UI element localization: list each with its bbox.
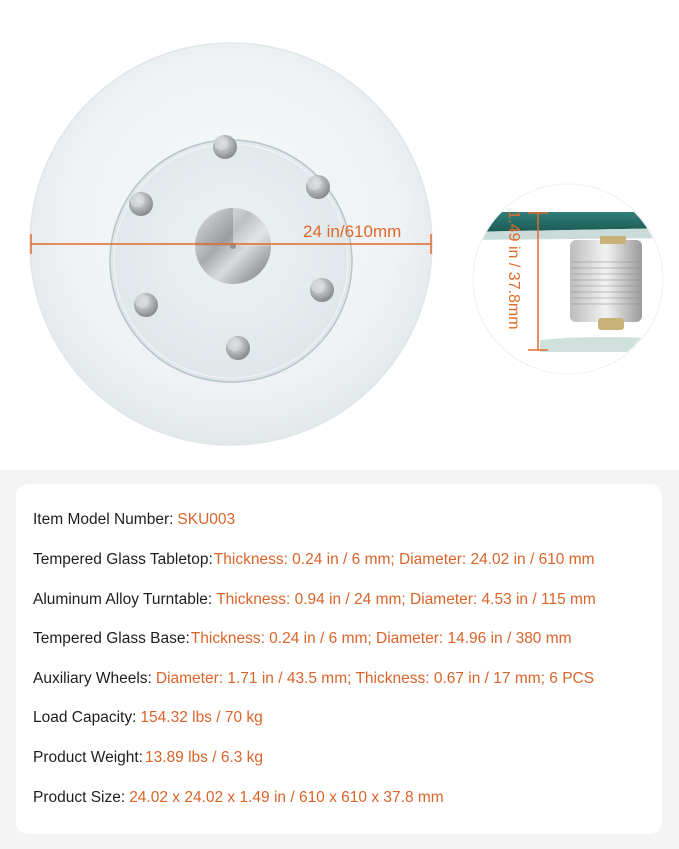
spec-value: 24.02 x 24.02 x 1.49 in / 610 x 610 x 37.8 mm [129,789,444,806]
spec-label: Tempered Glass Tabletop: [33,551,213,568]
wheel-2 [306,175,330,199]
spec-label: Load Capacity: [33,709,137,726]
diameter-label: 24 in/610mm [303,222,402,241]
spec-label: Product Size: [33,789,126,806]
spec-row-tabletop [33,550,595,570]
spec-row-load-capacity [33,708,263,728]
spec-label: Product Weight: [33,749,143,766]
wheel-6 [226,336,250,360]
specifications-card [16,484,662,834]
aluminum-turntable [195,208,271,284]
wheel-4 [134,293,158,317]
spec-value: 154.32 lbs / 70 kg [140,709,263,726]
spec-row-wheels [33,669,594,689]
wheel-3 [129,192,153,216]
wheel-5 [310,278,334,302]
spec-label: Auxiliary Wheels: [33,670,152,687]
spec-label: Tempered Glass Base: [33,630,190,647]
spec-value: SKU003 [177,511,236,528]
spec-value: Diameter: 1.71 in / 43.5 mm; Thickness: 0.67 in / 17 mm; 6 PCS [155,670,595,687]
spec-row-product-size [33,788,444,808]
spec-row-glass-base [33,629,572,649]
spec-label: Aluminum Alloy Turntable: [33,591,213,608]
height-label: 1.49 in / 37.8mm [505,210,522,330]
spec-value: 13.89 lbs / 6.3 kg [145,749,264,766]
spec-row-model-number [33,510,235,530]
spec-value: Thickness: 0.24 in / 6 mm; Diameter: 14.96 in / 380 mm [190,630,572,647]
spec-label: Item Model Number: [33,511,174,528]
spec-value: Thickness: 0.24 in / 6 mm; Diameter: 24.02 in / 610 mm [213,551,595,568]
wheel-1 [213,135,237,159]
spec-value: Thickness: 0.94 in / 24 mm; Diameter: 4.53 in / 115 mm [216,591,596,608]
spec-row-product-weight [33,748,263,768]
spec-row-turntable [33,590,596,610]
